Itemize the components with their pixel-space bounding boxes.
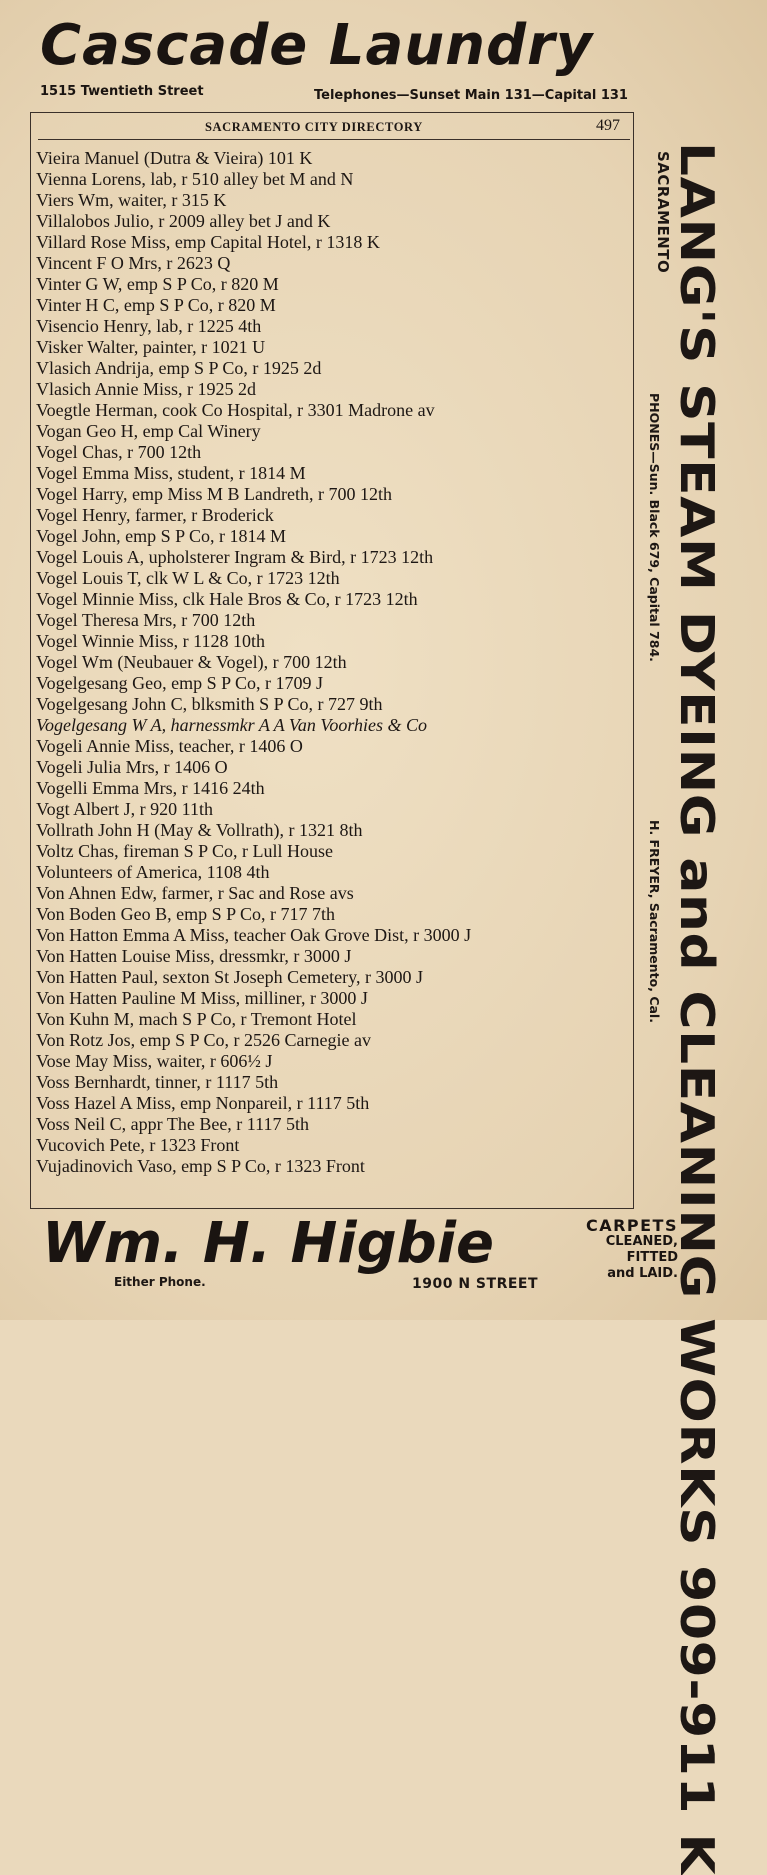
directory-entry: Von Hatton Emma A Miss, teacher Oak Grove Dist, r 3000 J xyxy=(36,925,472,945)
directory-entry: Vogel Minnie Miss, clk Hale Bros & Co, r 1723 12th xyxy=(36,589,418,609)
directory-entry: Vieira Manuel (Dutra & Vieira) 101 K xyxy=(36,148,313,168)
directory-entry: Voss Neil C, appr The Bee, r 1117 5th xyxy=(36,1114,309,1134)
directory-entry: Von Ahnen Edw, farmer, r Sac and Rose avs xyxy=(36,883,354,903)
directory-entry: Villalobos Julio, r 2009 alley bet J and K xyxy=(36,211,331,231)
directory-entry: Viers Wm, waiter, r 315 K xyxy=(36,190,227,210)
directory-entry: Vogt Albert J, r 920 11th xyxy=(36,799,214,819)
directory-entry: Vogan Geo H, emp Cal Winery xyxy=(36,421,261,441)
bottom-ad-service xyxy=(568,1218,678,1282)
directory-entry: Vinter G W, emp S P Co, r 820 M xyxy=(36,274,279,294)
directory-entry: Vogelgesang W A, harnessmkr A A Van Voorhies & Co xyxy=(36,715,428,735)
directory-entry: Vinter H C, emp S P Co, r 820 M xyxy=(36,295,276,315)
directory-entry: Vogelgesang Geo, emp S P Co, r 1709 J xyxy=(36,673,323,693)
directory-entry: Voegtle Herman, cook Co Hospital, r 3301 Madrone av xyxy=(36,400,435,420)
directory-entry: Vogelli Emma Mrs, r 1416 24th xyxy=(36,778,265,798)
directory-entry: Vlasich Annie Miss, r 1925 2d xyxy=(36,379,256,399)
side-ad-proprietor: H. FREYER, Sacramento, Cal. xyxy=(647,820,662,1023)
service-line: CLEANED, xyxy=(605,1234,678,1249)
directory-entry: Vogel Winnie Miss, r 1128 10th xyxy=(36,631,265,651)
directory-entry: Vogel Louis T, clk W L & Co, r 1723 12th xyxy=(36,568,340,588)
directory-entry: Von Hatten Pauline M Miss, milliner, r 3000 J xyxy=(36,988,368,1008)
directory-entry: Vogelgesang John C, blksmith S P Co, r 727 9th xyxy=(36,694,383,714)
directory-entry: Vincent F O Mrs, r 2623 Q xyxy=(36,253,231,273)
directory-entry: Volunteers of America, 1108 4th xyxy=(36,862,270,882)
directory-entry: Voltz Chas, fireman S P Co, r Lull House xyxy=(36,841,333,861)
directory-entry: Vogel Harry, emp Miss M B Landreth, r 700 12th xyxy=(36,484,392,504)
directory-entry: Vogeli Julia Mrs, r 1406 O xyxy=(36,757,228,777)
directory-entry: Vlasich Andrija, emp S P Co, r 1925 2d xyxy=(36,358,322,378)
bottom-ad-street: 1900 N STREET xyxy=(412,1276,539,1292)
side-ad-city: SACRAMENTO xyxy=(654,151,672,274)
directory-entry: Von Kuhn M, mach S P Co, r Tremont Hotel xyxy=(36,1009,357,1029)
directory-entry: Vollrath John H (May & Vollrath), r 1321 8th xyxy=(36,820,363,840)
directory-entry: Von Hatten Paul, sexton St Joseph Cemetery, r 3000 J xyxy=(36,967,423,987)
directory-entry: Vogel John, emp S P Co, r 1814 M xyxy=(36,526,287,546)
directory-entry: Voss Hazel A Miss, emp Nonpareil, r 1117 5th xyxy=(36,1093,370,1113)
bottom-ad-phone: Either Phone. xyxy=(114,1275,206,1289)
top-ad-address: 1515 Twentieth Street xyxy=(40,84,204,99)
directory-entry: Von Hatten Louise Miss, dressmkr, r 3000 J xyxy=(36,946,352,966)
directory-entry: Vogel Wm (Neubauer & Vogel), r 700 12th xyxy=(36,652,347,672)
directory-entries xyxy=(36,148,636,1177)
top-ad-phones: Telephones—Sunset Main 131—Capital 131 xyxy=(314,88,628,103)
service-line: and LAID. xyxy=(607,1266,678,1281)
directory-entry: Vienna Lorens, lab, r 510 alley bet M and N xyxy=(36,169,354,189)
directory-entry: Voss Bernhardt, tinner, r 1117 5th xyxy=(36,1072,279,1092)
directory-entry: Vogel Henry, farmer, r Broderick xyxy=(36,505,274,525)
directory-entry: Visencio Henry, lab, r 1225 4th xyxy=(36,316,262,336)
bottom-ad-name: Wm. H. Higbie xyxy=(42,1211,494,1276)
directory-entry: Vujadinovich Vaso, emp S P Co, r 1323 Front xyxy=(36,1156,365,1176)
side-ad-phones: PHONES—Sun. Black 679, Capital 784. xyxy=(647,393,662,662)
directory-entry: Vogel Theresa Mrs, r 700 12th xyxy=(36,610,256,630)
directory-entry: Von Boden Geo B, emp S P Co, r 717 7th xyxy=(36,904,336,924)
top-ad-title: Cascade Laundry xyxy=(40,13,594,78)
directory-entry: Vucovich Pete, r 1323 Front xyxy=(36,1135,240,1155)
directory-entry: Vogel Louis A, upholsterer Ingram & Bird, r 1723 12th xyxy=(36,547,434,567)
directory-entry: Vogel Chas, r 700 12th xyxy=(36,442,202,462)
service-line: FITTED xyxy=(626,1250,678,1265)
side-ad-main: LANG'S STEAM DYEING and CLEANING WORKS 909-911 K xyxy=(670,142,724,1875)
directory-entry: Vogeli Annie Miss, teacher, r 1406 O xyxy=(36,736,303,756)
running-head: SACRAMENTO CITY DIRECTORY xyxy=(205,120,423,134)
page-number: 497 xyxy=(596,117,620,134)
directory-entry: Von Rotz Jos, emp S P Co, r 2526 Carnegie av xyxy=(36,1030,371,1050)
directory-entry: Vose May Miss, waiter, r 606½ J xyxy=(36,1051,273,1071)
header-rule xyxy=(38,139,630,140)
service-line: CARPETS xyxy=(585,1216,678,1235)
directory-entry: Villard Rose Miss, emp Capital Hotel, r 1318 K xyxy=(36,232,380,252)
directory-entry: Vogel Emma Miss, student, r 1814 M xyxy=(36,463,306,483)
directory-entry: Visker Walter, painter, r 1021 U xyxy=(36,337,266,357)
